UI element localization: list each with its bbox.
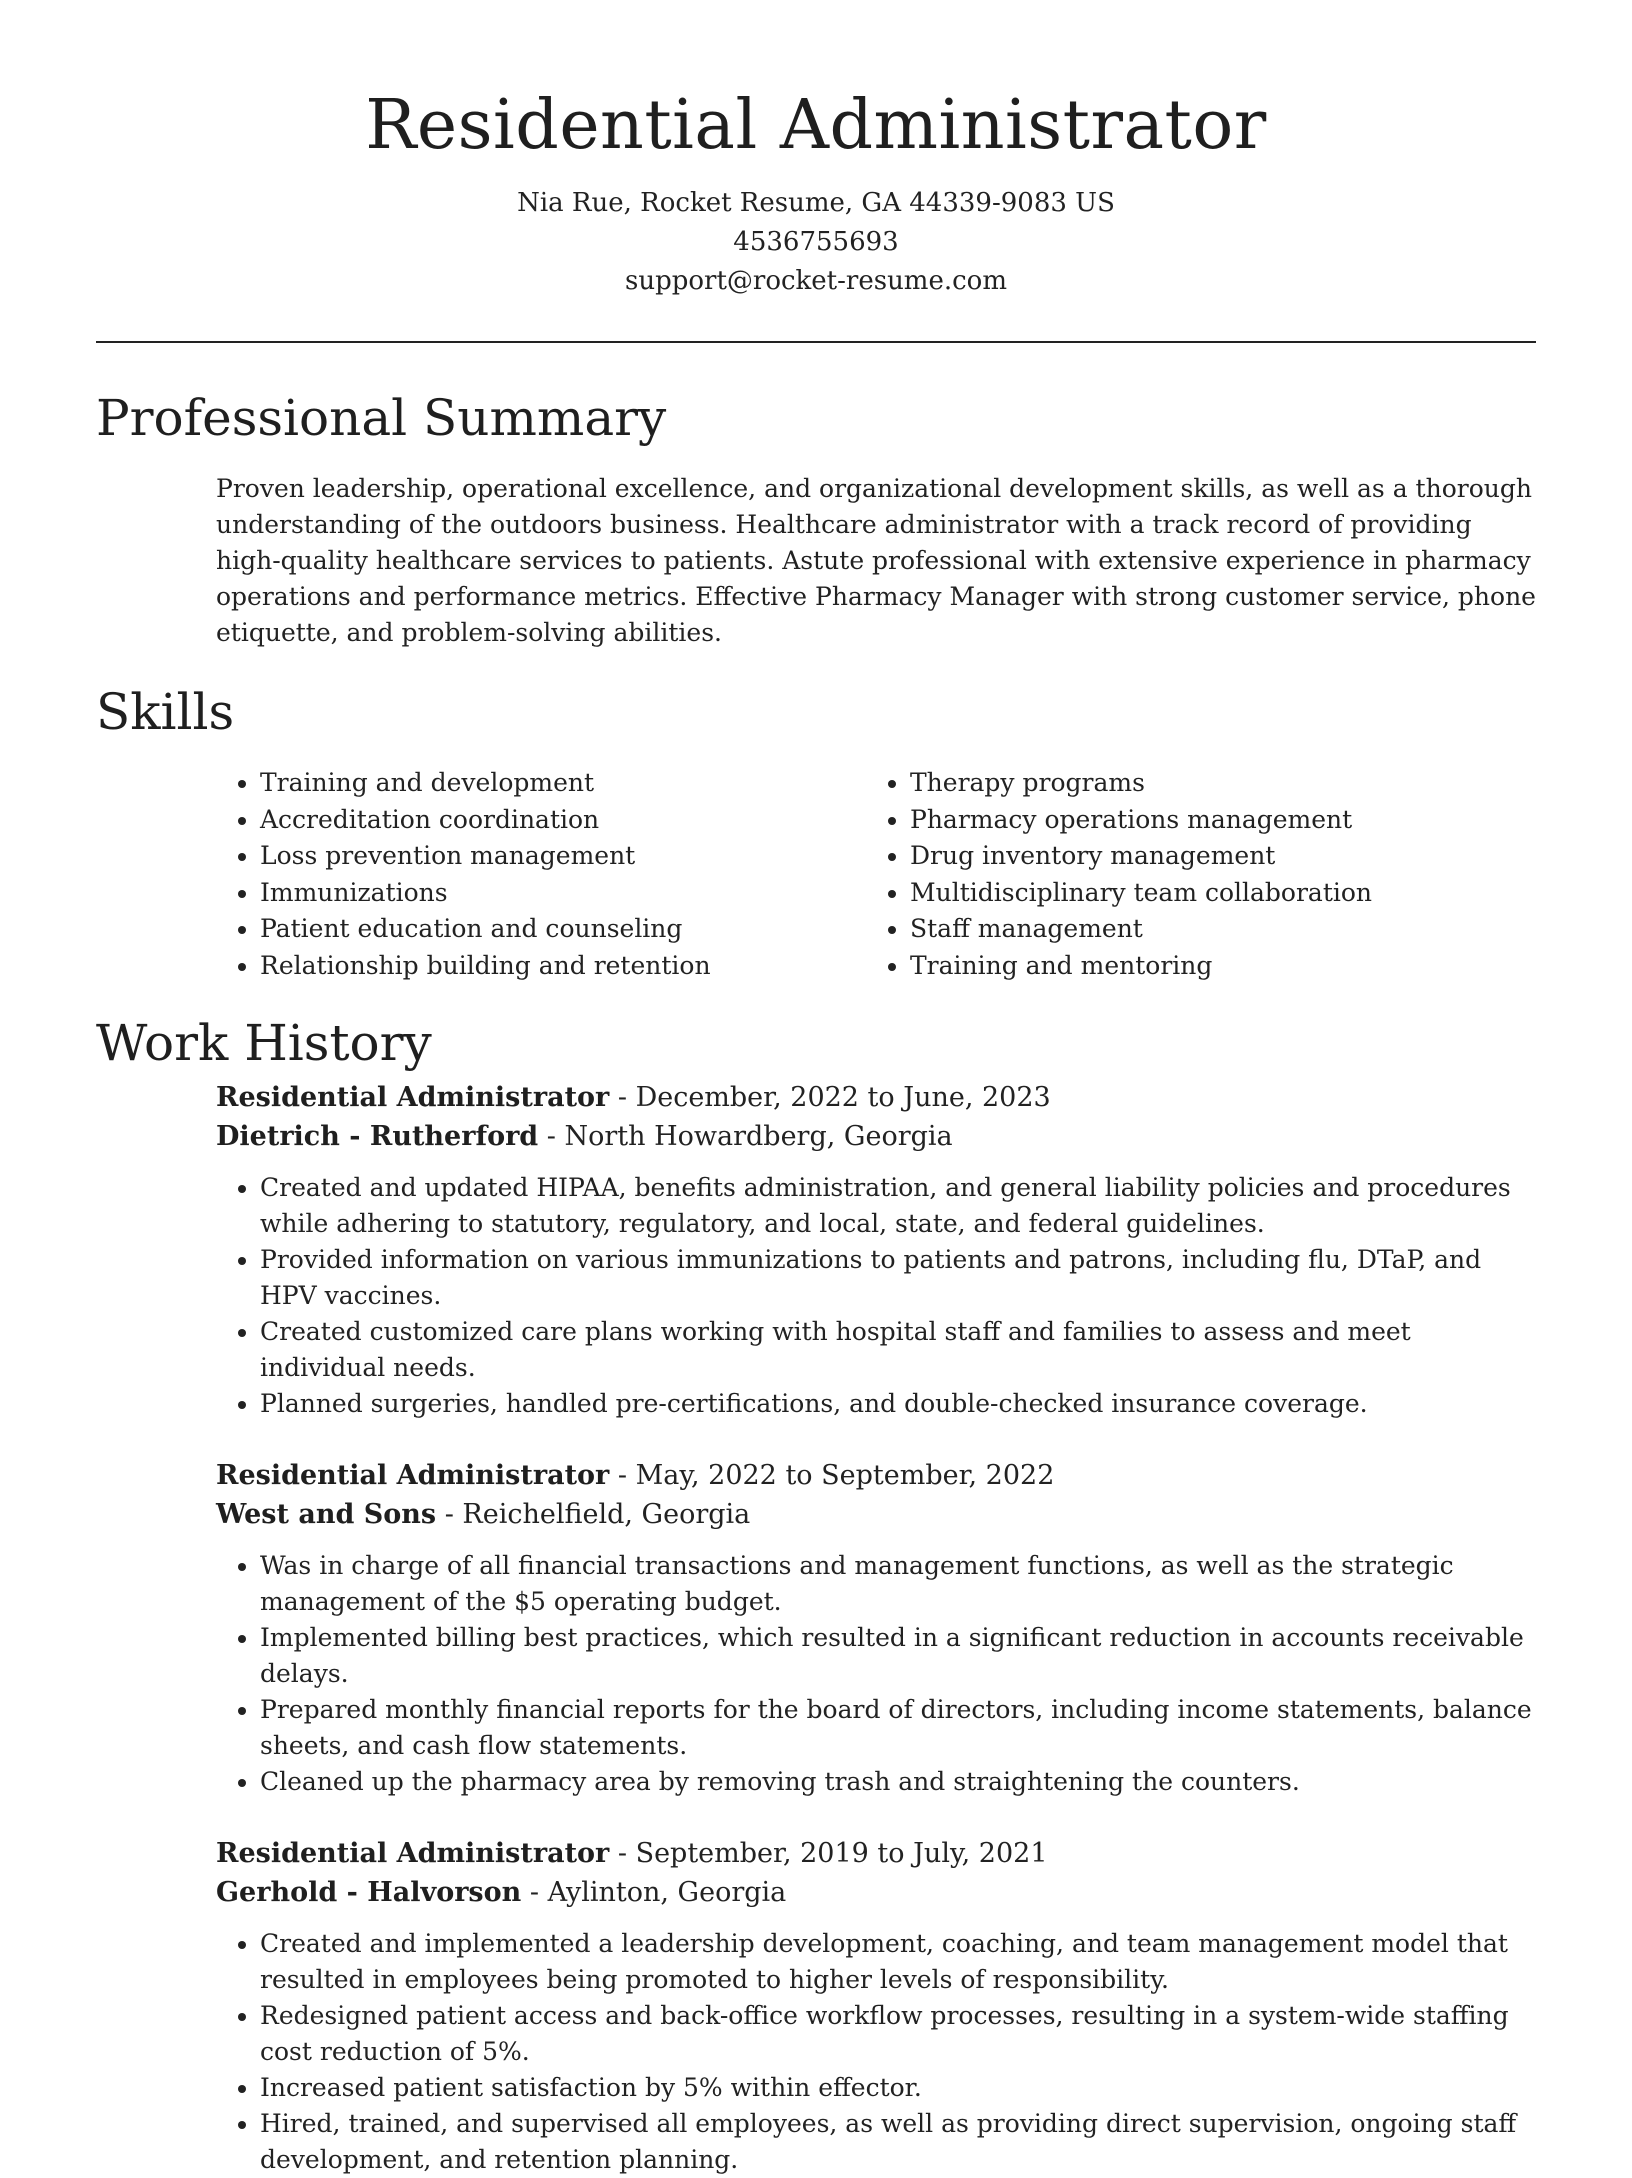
skills-heading: Skills <box>96 683 235 741</box>
skills-column-right <box>866 765 1472 984</box>
skill-item: • Loss prevention management <box>260 838 866 875</box>
job-company-line <box>216 1117 1536 1156</box>
job-entry <box>216 1078 1536 1422</box>
job-bullet: • Hired, trained, and supervised all employees, as well as providing direct supervision, ongoing staff development, and retention planning. <box>260 2106 1536 2178</box>
job-bullets <box>216 1170 1536 1422</box>
job-bullet: • Was in charge of all financial transactions and management functions, as well as the strategic management of the $5 operating budget. <box>260 1548 1536 1620</box>
job-bullet: • Created customized care plans working with hospital staff and families to assess and meet individual needs. <box>260 1314 1536 1386</box>
job-bullet: • Implemented billing best practices, which resulted in a significant reduction in accounts receivable delays. <box>260 1620 1536 1692</box>
job-bullets <box>216 1548 1536 1800</box>
job-title-line <box>216 1834 1536 1873</box>
work-history-heading: Work History <box>96 1014 432 1072</box>
resume-page <box>96 0 1536 2178</box>
summary-heading: Professional Summary <box>96 389 667 447</box>
skill-item: • Drug inventory management <box>910 838 1472 875</box>
job-bullet: • Planned surgeries, handled pre-certifications, and double-checked insurance coverage. <box>260 1386 1536 1422</box>
job-location: - North Howardberg, Georgia <box>538 1121 953 1152</box>
job-bullet: • Prepared monthly financial reports for the board of directors, including income statements, balance sheets, and cash flow statements. <box>260 1692 1536 1764</box>
candidate-name: Residential Administrator <box>365 86 1267 165</box>
job-bullet: • Redesigned patient access and back-office workflow processes, resulting in a system-wide staffing cost reduction of 5%. <box>260 1998 1536 2070</box>
skill-item: • Accreditation coordination <box>260 802 866 839</box>
skill-item: • Immunizations <box>260 875 866 912</box>
contact-info <box>96 184 1536 301</box>
resume-header <box>96 0 1536 301</box>
job-company: Dietrich - Rutherford <box>216 1121 539 1152</box>
job-bullet: • Created and updated HIPAA, benefits administration, and general liability policies and procedures while adhering to statutory, regulatory, and local, state, and federal guidelines. <box>260 1170 1536 1242</box>
skill-item: • Therapy programs <box>910 765 1472 802</box>
contact-email: support@rocket-resume.com <box>624 266 1007 296</box>
summary-text: Proven leadership, operational excellence, and organizational development skills, as well as a thorough understanding of the outdoors business. Healthcare administrator with a track record of providing high-quality healthcare services to patients. Astute professional with extensive experience in pharmacy operations and performance metrics. Effective Pharmacy Manager with strong customer service, phone etiquette, and problem-solving abilities. <box>216 474 1536 647</box>
job-dates: - December, 2022 to June, 2023 <box>609 1082 1051 1113</box>
contact-phone: 4536755693 <box>733 227 899 257</box>
job-company-line <box>216 1495 1536 1534</box>
job-role: Residential Administrator <box>216 1082 610 1113</box>
job-entry <box>216 1834 1536 2178</box>
skill-item: • Pharmacy operations management <box>910 802 1472 839</box>
job-entry <box>216 1456 1536 1800</box>
job-title-line <box>216 1078 1536 1117</box>
skill-item: • Patient education and counseling <box>260 911 866 948</box>
job-location: - Reichelfield, Georgia <box>436 1499 751 1530</box>
job-bullets <box>216 1926 1536 2178</box>
header-divider <box>96 341 1536 343</box>
job-company: Gerhold - Halvorson <box>216 1877 522 1908</box>
job-role: Residential Administrator <box>216 1460 610 1491</box>
job-location: - Aylinton, Georgia <box>521 1877 787 1908</box>
skill-item: • Relationship building and retention <box>260 948 866 985</box>
job-company-line <box>216 1873 1536 1912</box>
job-dates: - May, 2022 to September, 2022 <box>609 1460 1055 1491</box>
job-dates: - September, 2019 to July, 2021 <box>609 1838 1048 1869</box>
skill-item: • Training and development <box>260 765 866 802</box>
job-role: Residential Administrator <box>216 1838 610 1869</box>
job-bullet: • Cleaned up the pharmacy area by removing trash and straightening the counters. <box>260 1764 1536 1800</box>
skill-item: • Staff management <box>910 911 1472 948</box>
skill-item: • Multidisciplinary team collaboration <box>910 875 1472 912</box>
skill-item: • Training and mentoring <box>910 948 1472 985</box>
contact-address: Nia Rue, Rocket Resume, GA 44339-9083 US <box>517 188 1115 218</box>
skills-column-left <box>216 765 866 984</box>
job-company: West and Sons <box>216 1499 437 1530</box>
skills-list <box>216 765 1536 984</box>
job-bullet: • Provided information on various immunizations to patients and patrons, including flu, DTaP, and HPV vaccines. <box>260 1242 1536 1314</box>
job-bullet: • Created and implemented a leadership development, coaching, and team management model that resulted in employees being promoted to higher levels of responsibility. <box>260 1926 1536 1998</box>
job-bullet: • Increased patient satisfaction by 5% within effector. <box>260 2070 1536 2106</box>
job-title-line <box>216 1456 1536 1495</box>
